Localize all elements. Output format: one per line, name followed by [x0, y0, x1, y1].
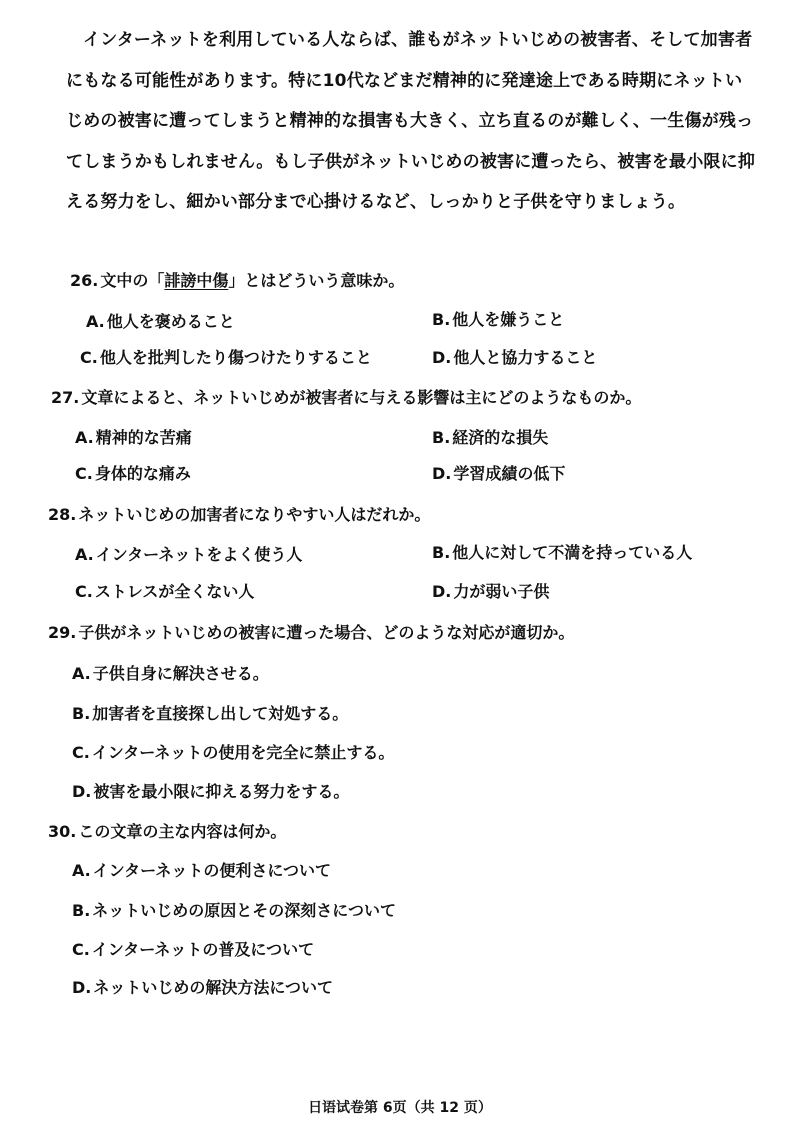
question-26-option-c: [80, 345, 372, 368]
question-28-option-b: [432, 540, 692, 563]
option-text: 他人に対して不満を持っている人: [452, 543, 693, 562]
question-number: 29.: [48, 623, 77, 642]
question-29-option-c: [72, 740, 394, 763]
page-footer: 日语试卷第 6页（共 12 页）: [308, 1100, 492, 1116]
option-letter: B.: [72, 901, 91, 920]
question-27-stem: [51, 385, 641, 408]
question-28-option-d: [432, 579, 549, 602]
option-text: 加害者を直接探し出して対処する。: [92, 704, 349, 723]
option-letter: C.: [72, 743, 90, 762]
question-text: 文章によると、ネットいじめが被害者に与える影響は主にどのようなものか。: [81, 388, 642, 407]
option-letter: A.: [72, 664, 91, 683]
passage-paragraph: インターネットを利用している人ならば、誰もがネットいじめの被害者、そして加害者にもなる可能性があります。特に10代などまだ精神的に発達途上である時期にネットいじめの被害に遭ってしまうと精神的な損害も大きく、立ち直るのが難しく、一生傷が残ってしまうかもしれません。もし子供がネットいじめの被害に遭ったら、被害を最小限に抑える努力をし、細かい部分まで心掛けるなど、しっかりと子供を守りましょう。: [66, 30, 756, 212]
option-letter: B.: [432, 310, 451, 329]
question-number: 27.: [51, 388, 80, 407]
question-number: 30.: [48, 822, 77, 841]
question-text: ネットいじめの加害者になりやすい人はだれか。: [78, 505, 431, 524]
question-30-option-b: [72, 898, 396, 921]
option-text: インターネットの便利さについて: [92, 861, 332, 880]
option-text: インターネットの普及について: [91, 940, 315, 959]
question-text: この文章の主な内容は何か。: [78, 822, 287, 841]
option-text: ネットいじめの解決方法について: [93, 978, 334, 997]
question-text-post: 」とはどういう意味か。: [228, 271, 405, 290]
question-29-option-b: [72, 701, 348, 724]
option-letter: B.: [432, 543, 451, 562]
question-26-stem: [70, 268, 404, 291]
option-text: 他人と協力すること: [453, 348, 598, 367]
question-29-stem: [48, 620, 574, 643]
question-27-option-c: [75, 461, 191, 484]
question-26-option-b: [432, 307, 564, 330]
option-text: ネットいじめの原因とその深刻さについて: [92, 901, 396, 920]
option-text: 被害を最小限に抑える努力をする。: [93, 782, 350, 801]
option-letter: A.: [75, 545, 94, 564]
option-text: 精神的な苦痛: [95, 428, 192, 447]
question-26-option-d: [432, 345, 597, 368]
option-text: 他人を嫌うこと: [452, 310, 565, 329]
option-letter: D.: [432, 348, 452, 367]
option-letter: D.: [432, 464, 452, 483]
question-28-stem: [48, 502, 430, 525]
option-letter: A.: [75, 428, 94, 447]
option-text: インターネットをよく使う人: [95, 545, 303, 564]
option-text: 他人を褒めること: [106, 312, 235, 331]
option-text: 学習成績の低下: [453, 464, 566, 483]
question-29-option-d: [72, 779, 349, 802]
question-27-option-a: [75, 425, 192, 448]
question-30-option-d: [72, 975, 333, 998]
option-letter: B.: [72, 704, 91, 723]
question-30-stem: [48, 819, 286, 842]
option-text: インターネットの使用を完全に禁止する。: [91, 743, 395, 762]
option-letter: C.: [80, 348, 98, 367]
option-letter: A.: [86, 312, 105, 331]
option-text: 経済的な損失: [452, 428, 549, 447]
option-text: 他人を批判したり傷つけたりすること: [99, 348, 372, 367]
question-number: 28.: [48, 505, 77, 524]
option-text: 身体的な痛み: [94, 464, 191, 483]
question-28-option-a: [75, 542, 302, 565]
question-30-option-a: [72, 858, 331, 881]
question-30-option-c: [72, 937, 314, 960]
question-27-option-d: [432, 461, 565, 484]
option-letter: A.: [72, 861, 91, 880]
option-letter: C.: [75, 464, 93, 483]
option-text: 子供自身に解決させる。: [92, 664, 269, 683]
underlined-term: 誹謗中傷: [164, 271, 229, 290]
question-text: 子供がネットいじめの被害に遭った場合、どのような対応が適切か。: [78, 623, 575, 642]
option-letter: D.: [432, 582, 452, 601]
option-letter: C.: [75, 582, 93, 601]
option-text: ストレスが全くない人: [94, 582, 255, 601]
question-28-option-c: [75, 579, 254, 602]
option-letter: D.: [72, 978, 92, 997]
question-text-pre: 文中の「: [100, 271, 165, 290]
question-29-option-a: [72, 661, 269, 684]
option-letter: B.: [432, 428, 451, 447]
option-letter: C.: [72, 940, 90, 959]
question-26-option-a: [86, 309, 235, 332]
option-letter: D.: [72, 782, 92, 801]
question-27-option-b: [432, 425, 548, 448]
option-text: 力が弱い子供: [453, 582, 550, 601]
question-number: 26.: [70, 271, 99, 290]
reading-passage: [66, 20, 756, 223]
